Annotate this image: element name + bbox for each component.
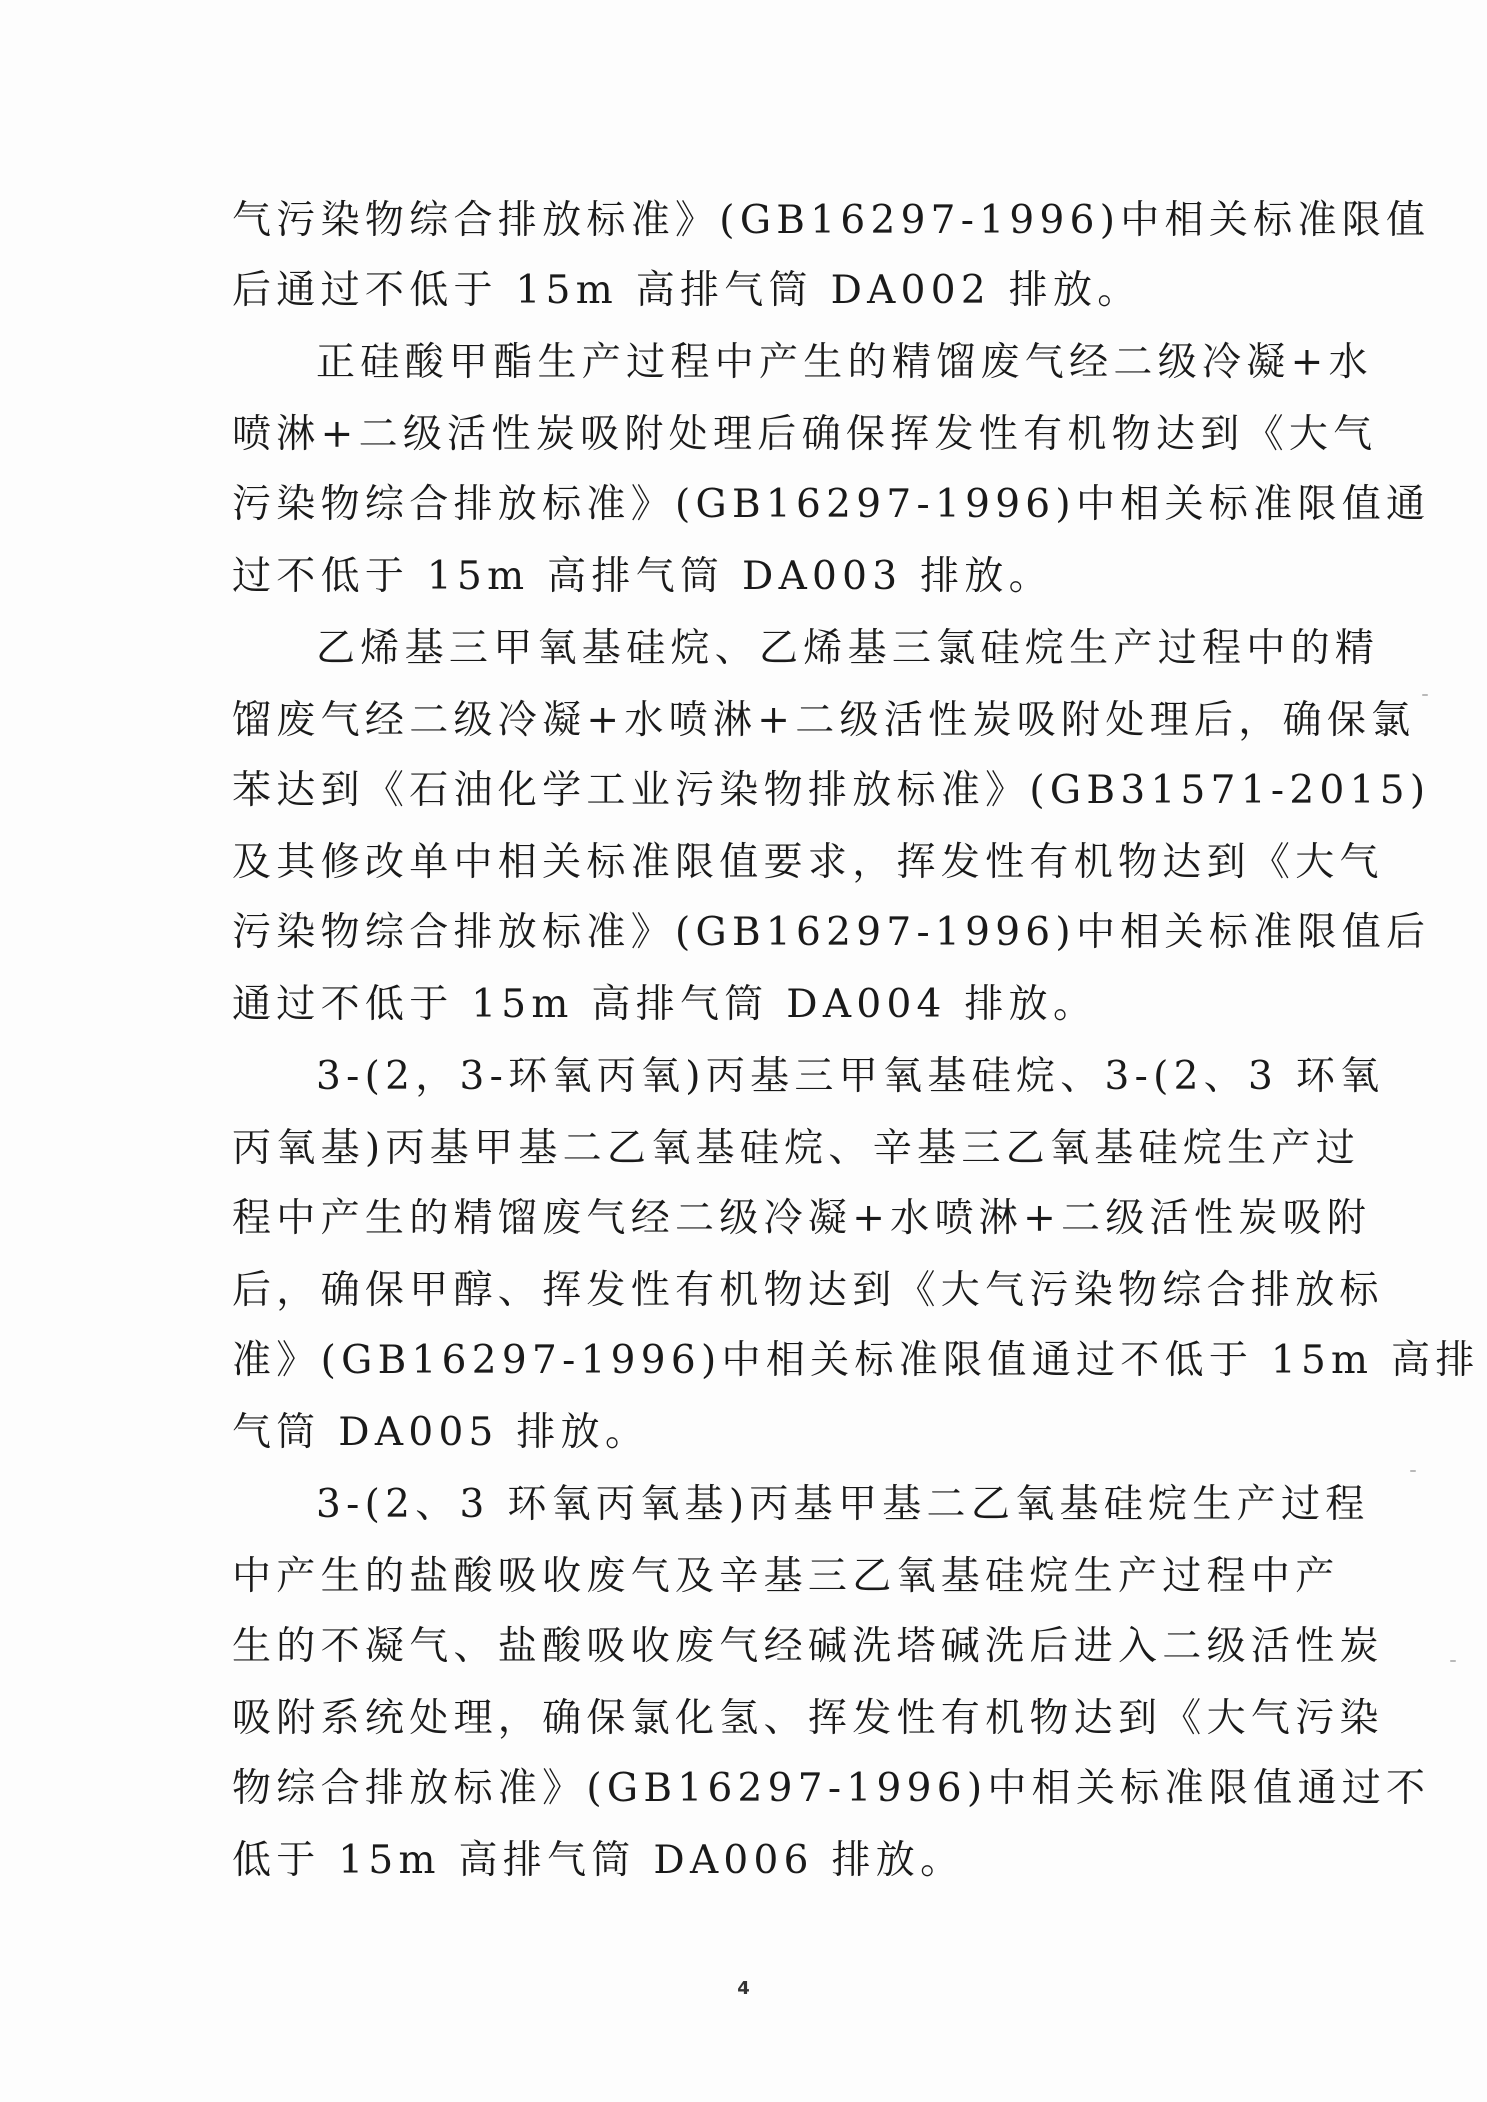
text-line: 馏废气经二级冷凝+水喷淋+二级活性炭吸附处理后，确保氯 — [232, 698, 1416, 743]
paragraph-first-line: 3-(2，3-环氧丙氧)丙基三甲氧基硅烷、3-(2、3 环氧 — [316, 1054, 1385, 1099]
paragraph-first-line: 乙烯基三甲氧基硅烷、乙烯基三氯硅烷生产过程中的精 — [316, 626, 1380, 671]
text-line: 后，确保甲醇、挥发性有机物达到《大气污染物综合排放标 — [232, 1268, 1384, 1313]
text-line: 程中产生的精馏废气经二级冷凝+水喷淋+二级活性炭吸附 — [232, 1196, 1372, 1241]
scan-speck — [1410, 1470, 1416, 1472]
text-line: 吸附系统处理，确保氯化氢、挥发性有机物达到《大气污染 — [232, 1696, 1384, 1741]
text-line: 物综合排放标准》(GB16297-1996)中相关标准限值通过不 — [232, 1766, 1431, 1811]
text-line: 喷淋+二级活性炭吸附处理后确保挥发性有机物达到《大气 — [232, 412, 1378, 457]
scan-speck — [1422, 694, 1428, 696]
paragraph-first-line: 正硅酸甲酯生产过程中产生的精馏废气经二级冷凝+水 — [316, 340, 1373, 385]
text-line: 污染物综合排放标准》(GB16297-1996)中相关标准限值通 — [232, 482, 1431, 527]
text-line: 气筒 DA005 排放。 — [232, 1410, 650, 1455]
text-line: 丙氧基)丙基甲基二乙氧基硅烷、辛基三乙氧基硅烷生产过 — [232, 1126, 1361, 1171]
scan-speck — [1450, 1660, 1456, 1662]
text-line: 中产生的盐酸吸收废气及辛基三乙氧基硅烷生产过程中产 — [232, 1554, 1340, 1599]
text-line: 气污染物综合排放标准》(GB16297-1996)中相关标准限值 — [232, 198, 1431, 243]
text-line: 污染物综合排放标准》(GB16297-1996)中相关标准限值后 — [232, 910, 1431, 955]
text-line: 苯达到《石油化学工业污染物排放标准》(GB31571-2015) — [232, 768, 1431, 813]
text-line: 及其修改单中相关标准限值要求，挥发性有机物达到《大气 — [232, 840, 1384, 885]
text-line: 通过不低于 15m 高排气筒 DA004 排放。 — [232, 982, 1098, 1027]
page-number: 4 — [737, 1978, 750, 1999]
text-line: 准》(GB16297-1996)中相关标准限值通过不低于 15m 高排 — [232, 1338, 1480, 1383]
text-line: 后通过不低于 15m 高排气筒 DA002 排放。 — [232, 268, 1142, 313]
paragraph-first-line: 3-(2、3 环氧丙氧基)丙基甲基二乙氧基硅烷生产过程 — [316, 1482, 1370, 1527]
text-line: 生的不凝气、盐酸吸收废气经碱洗塔碱洗后进入二级活性炭 — [232, 1624, 1384, 1669]
text-line: 低于 15m 高排气筒 DA006 排放。 — [232, 1838, 965, 1883]
text-line: 过不低于 15m 高排气筒 DA003 排放。 — [232, 554, 1053, 599]
